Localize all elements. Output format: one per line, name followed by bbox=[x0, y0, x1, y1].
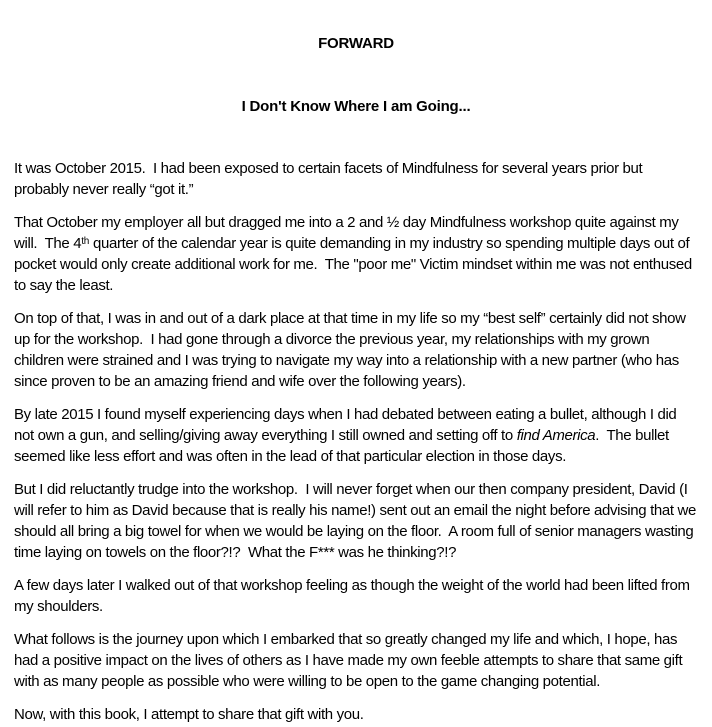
text-run: quarter of the calendar year is quite demanding in my industry so spending multiple days out of pocket would only create additional work for me. The "poor me" Victim mindset within me was not enthused to say the least. bbox=[14, 235, 696, 294]
text-run: By late 2015 I found myself experiencing days when I had debated between eating a bullet, although I did not own a gun, and selling/giving away everything I still owned and setting off to bbox=[14, 406, 681, 444]
text-run: But I did reluctantly trudge into the workshop. I will never forget when our then company president, David (I will refer to him as David because that is really his name!) sent out an email the night before advising that we should all bring a big towel for when we would be laying on the floor. A room full of senior managers wasting time laying on towels on the floor?!? What the F*** was he thinking?!? bbox=[14, 481, 700, 561]
text-run: On top of that, I was in and out of a dark place at that time in my life so my “best self” certainly did not show up for the workshop. I had gone through a divorce the previous year, my relationships with my grown children were strained and I was trying to navigate my way into a relationship with a new partner (who has since proven to be an amazing friend and wife over the following years). bbox=[14, 310, 690, 390]
document-body bbox=[14, 158, 698, 725]
paragraph bbox=[14, 404, 698, 467]
paragraph bbox=[14, 704, 698, 725]
paragraph bbox=[14, 575, 698, 617]
paragraph bbox=[14, 629, 698, 692]
text-run: That October my employer all but dragged me into a 2 and ½ day Mindfulness workshop quite against my will. The 4 bbox=[14, 214, 683, 252]
text-run: . The bullet seemed like less effort and was often in the lead of that particular election in those days. bbox=[14, 427, 673, 465]
text-run: A few days later I walked out of that workshop feeling as though the weight of the world had been lifted from my shoulders. bbox=[14, 577, 694, 615]
text-run: Now, with this book, I attempt to share that gift with you. bbox=[14, 706, 364, 723]
paragraph bbox=[14, 212, 698, 296]
paragraph bbox=[14, 479, 698, 563]
text-run: It was October 2015. I had been exposed to certain facets of Mindfulness for several years prior but probably never really “got it.” bbox=[14, 160, 647, 198]
document-title: FORWARD bbox=[318, 35, 394, 52]
italic-text: find America bbox=[516, 427, 596, 444]
document-subtitle: I Don't Know Where I am Going... bbox=[241, 98, 471, 115]
superscript-text: th bbox=[81, 236, 90, 247]
paragraph bbox=[14, 158, 698, 200]
text-run: What follows is the journey upon which I embarked that so greatly changed my life and which, I hope, has had a positive impact on the lives of others as I have made my own feeble attempts to share that same gift with as many people as possible who were willing to be open to the game changing potential. bbox=[14, 631, 687, 690]
paragraph bbox=[14, 308, 698, 392]
